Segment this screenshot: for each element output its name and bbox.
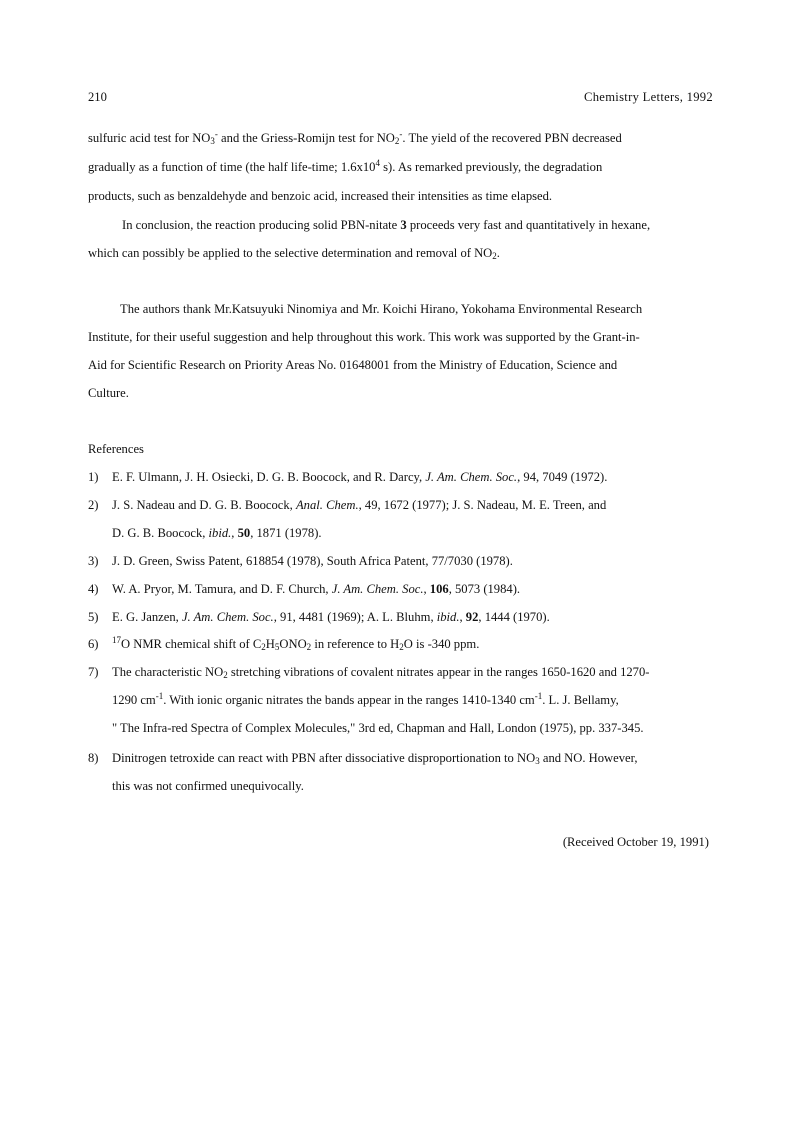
body-line: products, such as benzaldehyde and benzoic acid, increased their intensities as time elapsed. [88, 189, 553, 203]
reference-text: W. A. Pryor, M. Tamura, and D. F. Church, J. Am. Chem. Soc., 106, 5073 (1984). [112, 582, 521, 596]
body-line: which can possibly be applied to the selective determination and removal of $NO_2$. [88, 246, 500, 261]
reference-text: E. G. Janzen, J. Am. Chem. Soc., 91, 4481 (1969); A. L. Bluhm, ibid., 92, 1444 (1970). [112, 610, 550, 624]
reference-number: 7) [88, 665, 99, 679]
reference-number: 8) [88, 751, 99, 765]
reference-text: Dinitrogen tetroxide can react with PBN after dissociative disproportionation to $NO_3$ and NO. However, [112, 751, 638, 766]
body-line: gradually as a function of time (the half life-time; $1.6x10^4$ s). As remarked previously, the degradation [88, 158, 603, 174]
journal-running-head: Chemistry Letters, 1992 [584, 90, 713, 104]
reference-number: 5) [88, 610, 99, 624]
acknowledgment-line: Institute, for their useful suggestion and help throughout this work. This work was supported by the Grant-in- [88, 330, 640, 344]
body-line: In conclusion, the reaction producing solid PBN-nitate 3 proceeds very fast and quantitatively in hexane, [122, 218, 651, 232]
reference-text: D. G. B. Boocock, ibid., 50, 1871 (1978). [112, 526, 322, 540]
reference-text: The characteristic $NO_2$ stretching vibrations of covalent nitrates appear in the ranges 1650-1620 and 1270- [112, 665, 650, 680]
acknowledgment-line: Aid for Scientific Research on Priority Areas No. 01648001 from the Ministry of Education, Science and [88, 358, 618, 372]
acknowledgment-line: The authors thank Mr.Katsuyuki Ninomiya and Mr. Koichi Hirano, Yokohama Environmental Research [120, 302, 643, 316]
reference-text: J. D. Green, Swiss Patent, 618854 (1978), South Africa Patent, 77/7030 (1978). [112, 554, 513, 568]
references-heading: References [88, 442, 144, 456]
reference-number: 2) [88, 498, 99, 512]
acknowledgment-line: Culture. [88, 386, 129, 400]
reference-text: E. F. Ulmann, J. H. Osiecki, D. G. B. Boocock, and R. Darcy, J. Am. Chem. Soc., 94, 7049 (1972). [112, 470, 608, 484]
reference-number: 1) [88, 470, 99, 484]
received-date: (Received October 19, 1991) [562, 835, 709, 849]
reference-number: 4) [88, 582, 99, 596]
reference-text: J. S. Nadeau and D. G. B. Boocock, Anal. Chem., 49, 1672 (1977); J. S. Nadeau, M. E. Treen, and [112, 498, 607, 512]
reference-text: $^{17}$O NMR chemical shift of $C_2H_5ONO_2$ in reference to $H_2O$ is -340 ppm. [112, 635, 480, 652]
page-number: 210 [88, 90, 107, 104]
reference-text: 1290 $cm^{-1}$. With ionic organic nitrates the bands appear in the ranges 1410-1340 $cm^{-1}$. L. J. Bellamy, [112, 691, 619, 707]
reference-number: 6) [88, 637, 99, 651]
reference-text: " The Infra-red Spectra of Complex Molecules," 3rd ed, Chapman and Hall, London (1975), pp. 337-345. [112, 721, 644, 735]
reference-text: this was not confirmed unequivocally. [112, 779, 304, 793]
body-line: sulfuric acid test for $NO_3^-$ and the Griess-Romijn test for $NO_2^-$. The yield of the recovered PBN decreased [88, 129, 622, 146]
reference-number: 3) [88, 554, 99, 568]
